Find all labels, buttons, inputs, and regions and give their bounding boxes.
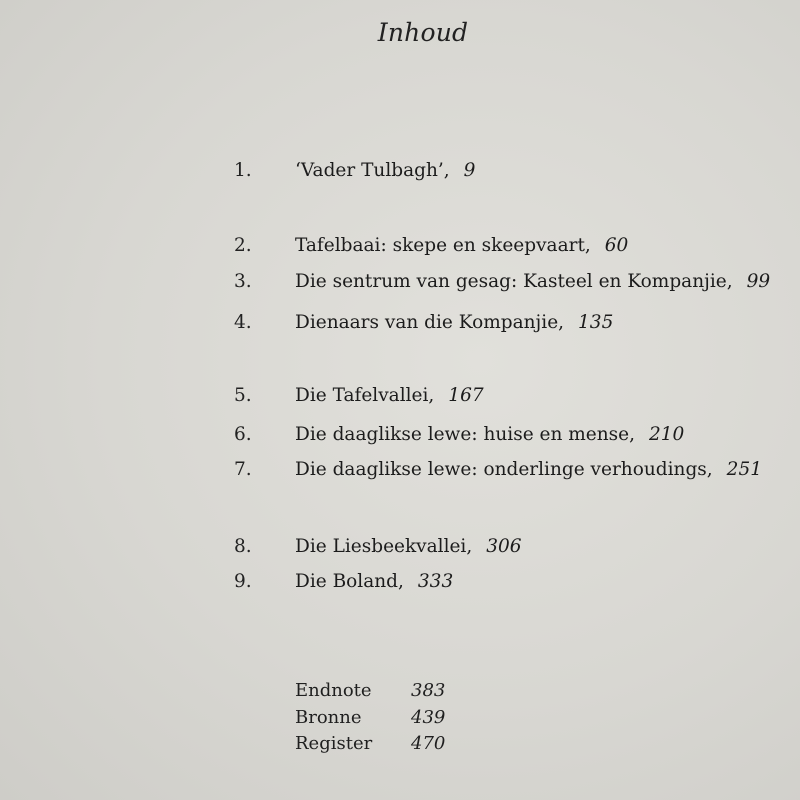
toc-entry-8 [0,532,800,562]
chapter-number: 7. [234,459,252,480]
chapter-title: Dienaars van die Kompanjie, [295,312,565,333]
toc-entry-6 [0,420,800,450]
chapter-title: Die Liesbeekvallei, [295,536,473,557]
chapter-title: Die Tafelvallei, [295,385,435,406]
toc-entry-5 [0,381,800,411]
back-matter-bronne [0,705,800,731]
back-matter-endnote [0,678,800,704]
chapter-page: 167 [448,385,484,406]
chapter-number: 6. [234,424,252,445]
back-matter-page: 383 [411,680,446,701]
page-title: Inhoud [377,18,469,47]
chapter-number: 3. [234,271,252,292]
chapter-title: Die sentrum van gesag: Kasteel en Kompanjie, [295,271,733,292]
back-matter-page: 470 [411,733,446,754]
back-matter-label: Bronne [295,707,362,728]
chapter-number: 5. [234,385,252,406]
chapter-page: 306 [486,536,522,557]
chapter-page: 333 [417,571,454,592]
chapter-page: 135 [578,312,614,333]
chapter-page: 99 [746,271,771,292]
toc-entry-2 [0,231,800,261]
back-matter-label: Endnote [295,680,372,701]
chapter-number: 2. [234,235,252,256]
toc-entry-4 [0,308,800,338]
toc-entry-7 [0,455,800,485]
toc-entry-3 [0,267,800,297]
back-matter-label: Register [295,733,373,754]
chapter-page: 9 [463,160,476,181]
chapter-page: 251 [726,459,762,480]
chapter-number: 1. [234,160,252,181]
chapter-title: Die daaglikse lewe: onderlinge verhoudings, [295,459,713,480]
toc-entry-9 [0,567,800,597]
back-matter-register [0,731,800,757]
chapter-title: Tafelbaai: skepe en skeepvaart, [295,235,591,256]
chapter-number: 8. [234,536,252,557]
chapter-title: ‘Vader Tulbagh’, [295,160,450,181]
chapter-number: 4. [234,312,252,333]
toc-entry-1 [0,156,800,186]
chapter-page: 60 [604,235,629,256]
chapter-number: 9. [234,571,252,592]
chapter-page: 210 [649,424,685,445]
chapter-title: Die daaglikse lewe: huise en mense, [295,424,635,445]
back-matter-page: 439 [411,707,446,728]
chapter-title: Die Boland, [295,571,404,592]
